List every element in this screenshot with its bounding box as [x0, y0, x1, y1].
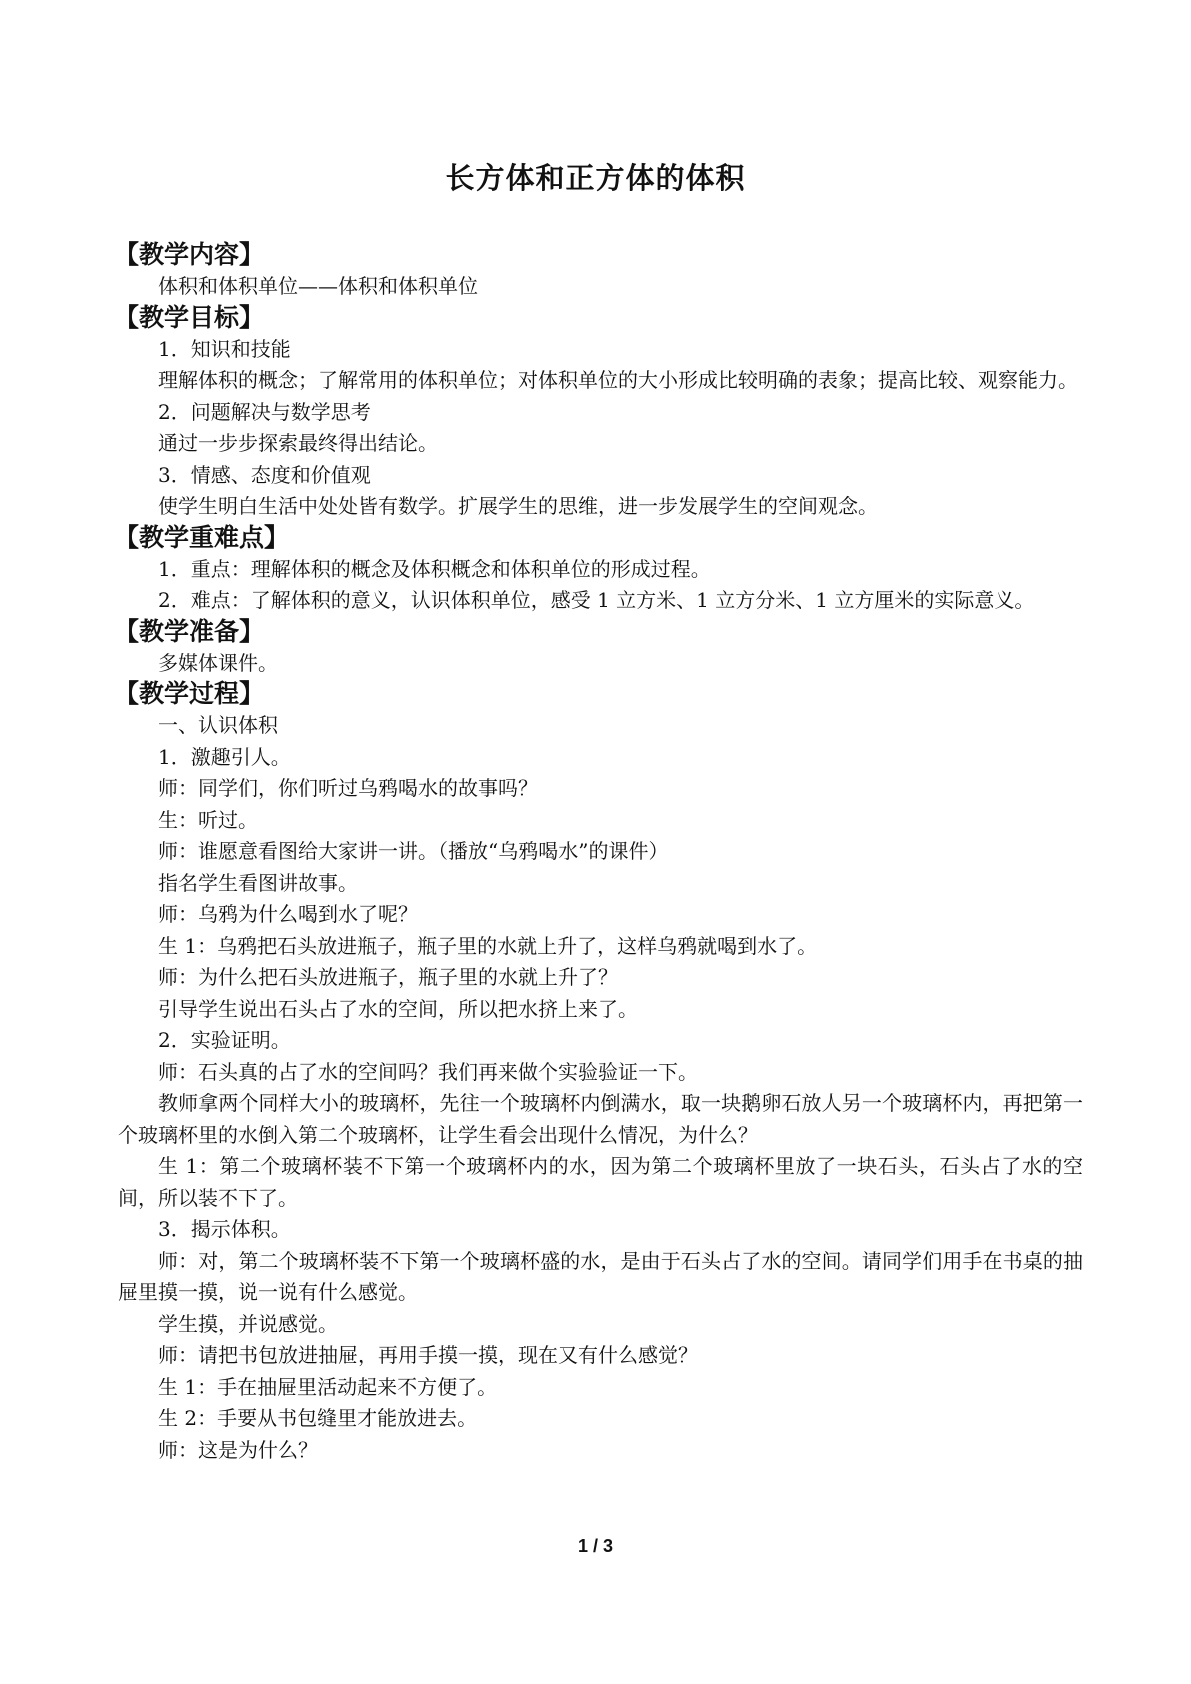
paragraph: 生：听过。	[158, 807, 258, 832]
paragraph: 体积和体积单位——体积和体积单位	[158, 274, 478, 298]
paragraph: 2．实验证明。	[158, 1028, 291, 1052]
paragraph: 引导学生说出石头占了水的空间，所以把水挤上来了。	[158, 996, 638, 1021]
paragraph: 多媒体课件。	[158, 650, 278, 675]
paragraph: 2．难点：了解体积的意义，认识体积单位，感受 1 立方米、1 立方分米、1 立方厘米的实际意义。	[158, 588, 1035, 612]
section-heading-process: 【教学过程】	[114, 679, 265, 708]
paragraph: 师：乌鸦为什么喝到水了呢？	[158, 902, 418, 926]
paragraph: 生 2：手要从书包缝里才能放进去。	[158, 1406, 478, 1430]
paragraph: 生 1：乌鸦把石头放进瓶子，瓶子里的水就上升了，这样乌鸦就喝到水了。	[158, 933, 818, 958]
paragraph: 1．重点：理解体积的概念及体积概念和体积单位的形成过程。	[158, 556, 711, 581]
paragraph: 一、认识体积	[158, 713, 278, 737]
paragraph: 通过一步步探索最终得出结论。	[158, 431, 438, 455]
paragraph: 1．知识和技能	[158, 336, 291, 361]
page-number: 1 / 3	[577, 1536, 614, 1556]
paragraph: 教师拿两个同样大小的玻璃杯，先往一个玻璃杯内倒满水，取一块鹅卵石放人另一个玻璃杯内，再把第一个玻璃杯里的水倒入第二个玻璃杯，让学生看会出现什么情况，为什么？	[118, 1091, 1083, 1147]
paragraph: 3．揭示体积。	[158, 1217, 291, 1241]
paragraph: 指名学生看图讲故事。	[158, 870, 358, 895]
section-heading-goals: 【教学目标】	[114, 302, 265, 332]
paragraph: 师：对，第二个玻璃杯装不下第一个玻璃杯盛的水，是由于石头占了水的空间。请同学们用手在书桌的抽屉里摸一摸，说一说有什么感觉。	[118, 1248, 1083, 1304]
paragraph: 1．激趣引人。	[158, 744, 291, 769]
paragraph: 3．情感、态度和价值观	[158, 462, 371, 487]
paragraph: 生 1：第二个玻璃杯装不下第一个玻璃杯内的水，因为第二个玻璃杯里放了一块石头，石头占了水的空间，所以装不下了。	[118, 1154, 1083, 1210]
paragraph: 师：同学们，你们听过乌鸦喝水的故事吗？	[158, 776, 538, 800]
paragraph: 学生摸，并说感觉。	[158, 1311, 338, 1336]
paragraph: 生 1：手在抽屉里活动起来不方便了。	[158, 1374, 498, 1399]
paragraph: 师：谁愿意看图给大家讲一讲。（播放“乌鸦喝水”的课件）	[158, 839, 669, 863]
paragraph: 师：这是为什么？	[158, 1437, 318, 1462]
paragraph: 使学生明白生活中处处皆有数学。扩展学生的思维，进一步发展学生的空间观念。	[158, 494, 878, 518]
paragraph: 理解体积的概念；了解常用的体积单位；对体积单位的大小形成比较明确的表象；提高比较、观察能力。	[158, 368, 1078, 392]
paragraph: 师：石头真的占了水的空间吗？我们再来做个实验验证一下。	[158, 1059, 698, 1084]
section-heading-key-points: 【教学重难点】	[114, 522, 290, 552]
paragraph: 师：请把书包放进抽屉，再用手摸一摸，现在又有什么感觉？	[158, 1343, 698, 1367]
document-body	[114, 240, 1083, 1466]
section-heading-content: 【教学内容】	[114, 240, 265, 269]
section-heading-preparation: 【教学准备】	[114, 616, 265, 646]
paragraph: 2．问题解决与数学思考	[158, 399, 371, 424]
page-title: 长方体和正方体的体积	[445, 161, 746, 195]
paragraph: 师：为什么把石头放进瓶子，瓶子里的水就上升了？	[158, 965, 618, 989]
